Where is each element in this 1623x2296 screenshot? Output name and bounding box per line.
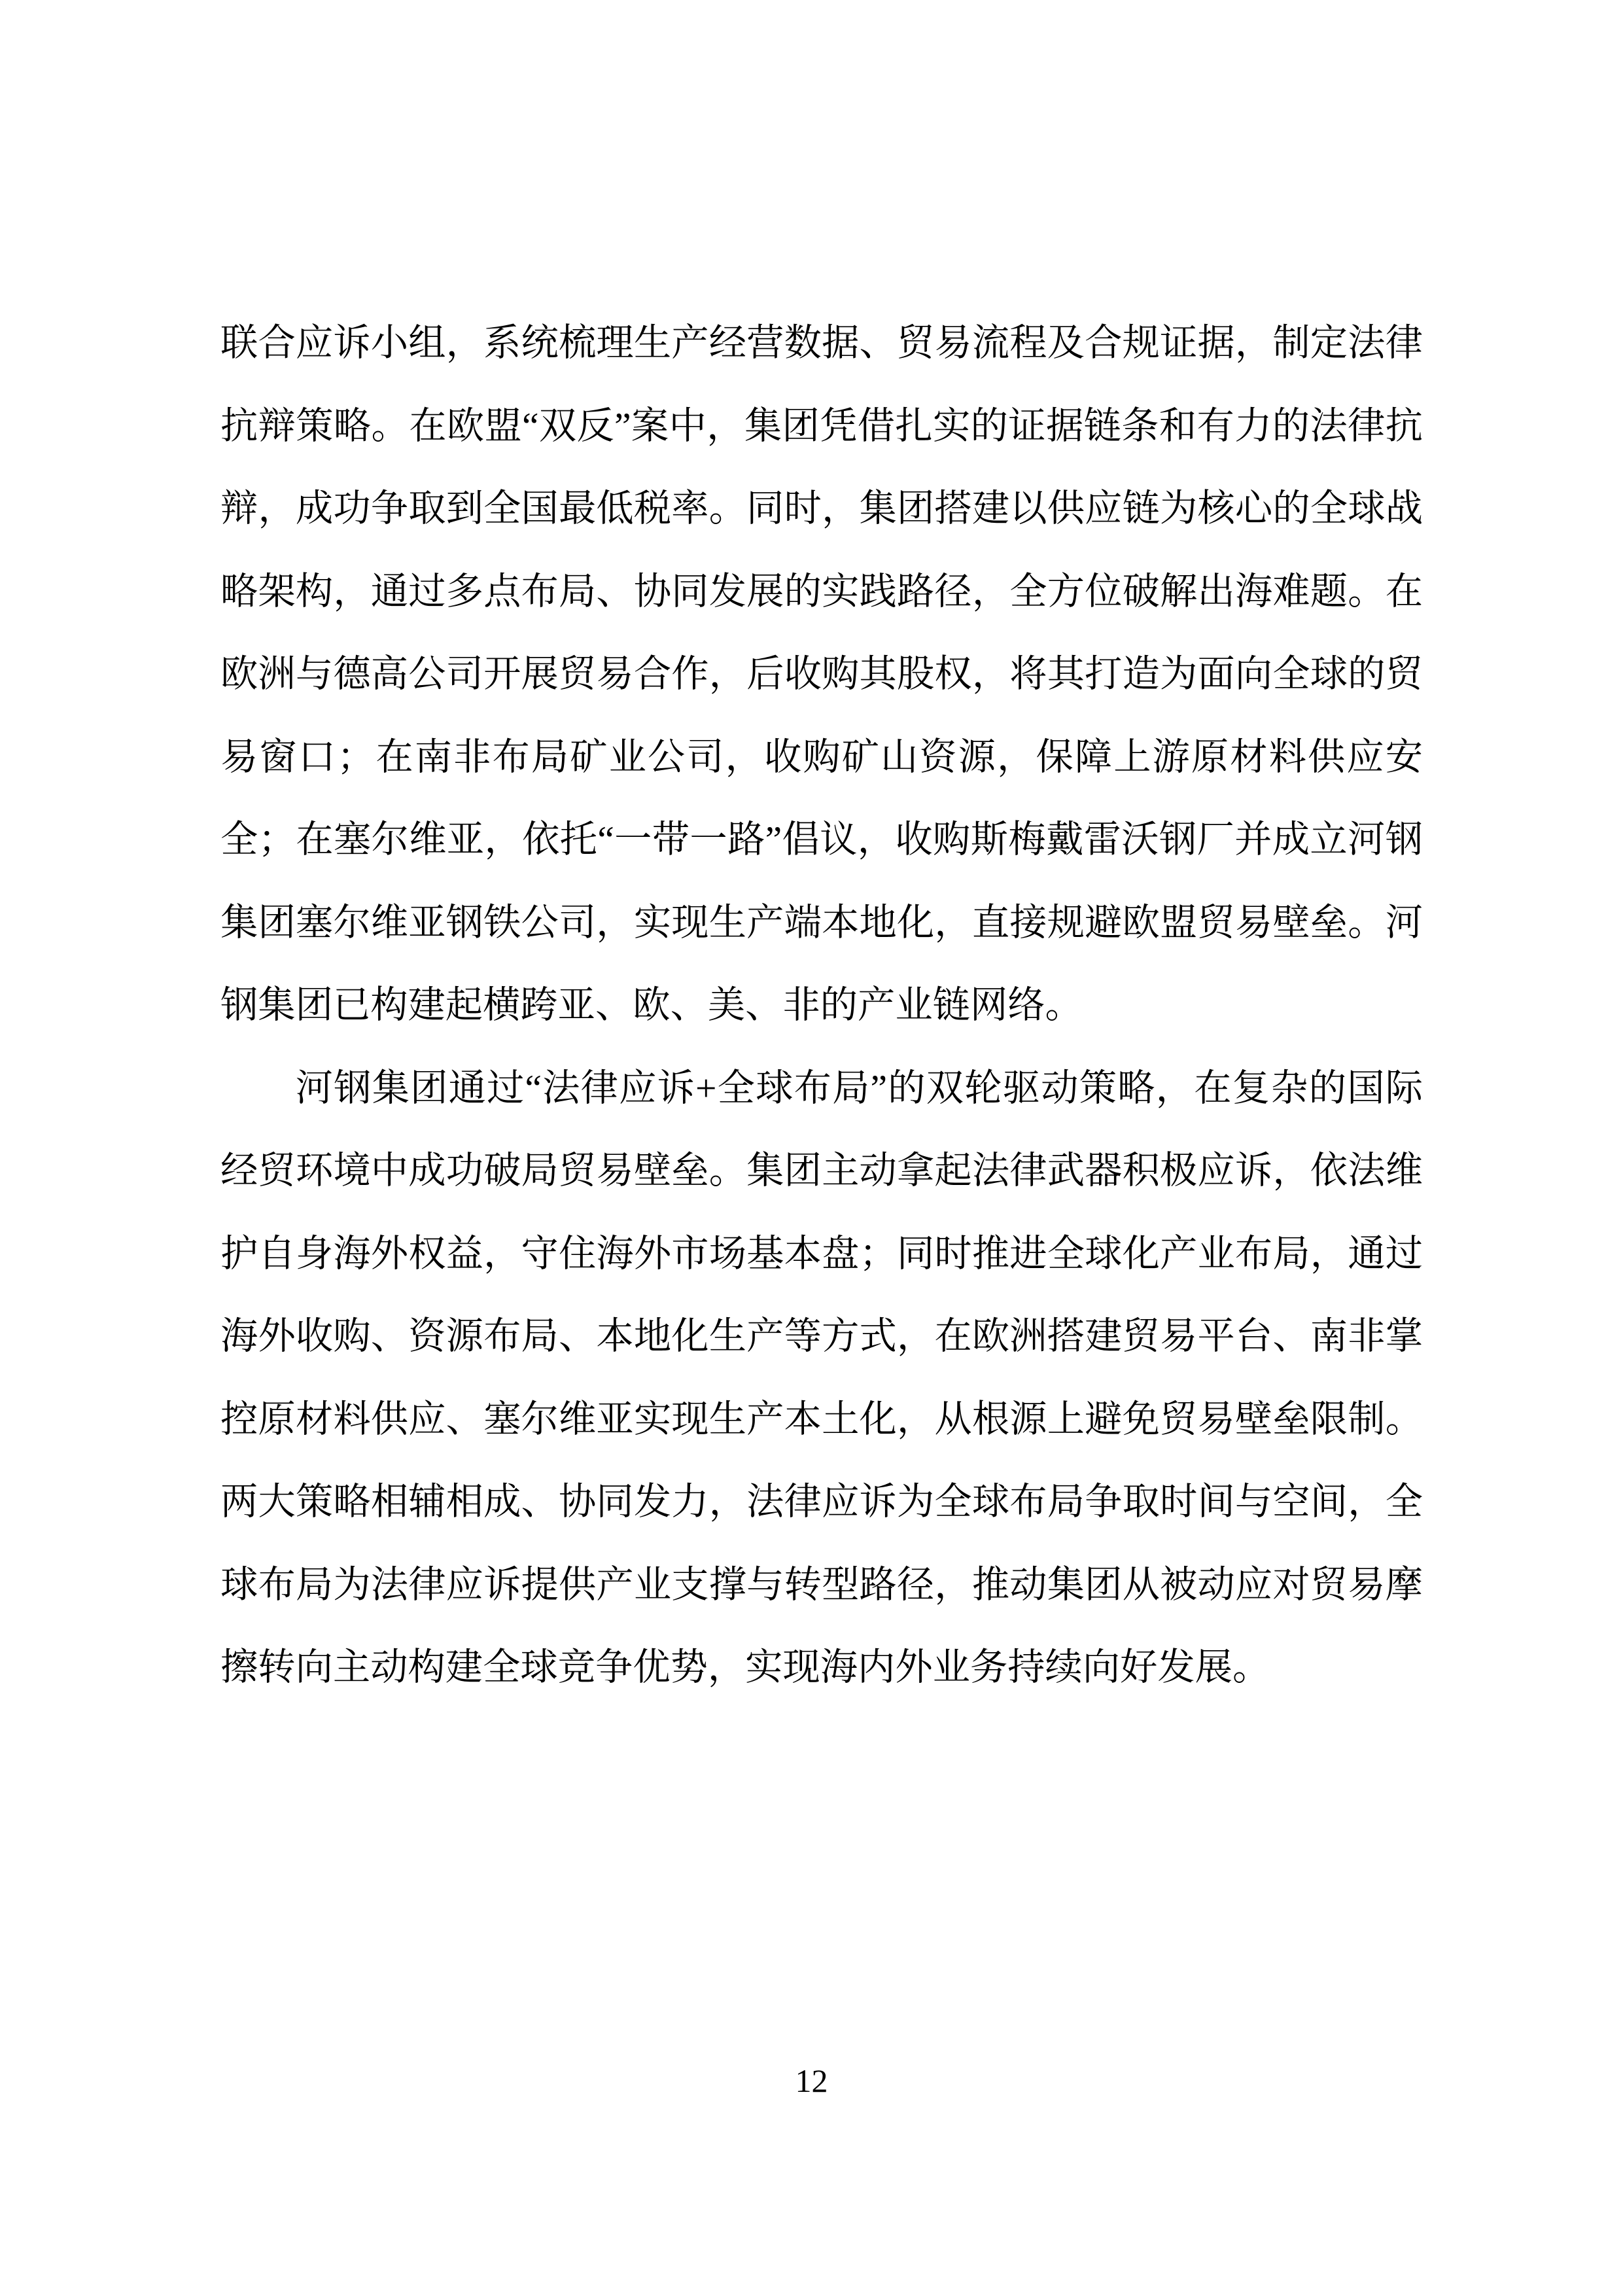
- text-block: [220, 302, 1423, 1710]
- paragraph-2: 河钢集团通过“法律应诉+全球布局”的双轮驱动策略，在复杂的国际经贸环境中成功破局贸易壁垒。集团主动拿起法律武器积极应诉，依法维护自身海外权益，守住海外市场基本盘；同时推进全球化产业布局，通过海外收购、资源布局、本地化生产等方式，在欧洲搭建贸易平台、南非掌控原材料供应、塞尔维亚实现生产本土化，从根源上避免贸易壁垒限制。两大策略相辅相成、协同发力，法律应诉为全球布局争取时间与空间，全球布局为法律应诉提供产业支撑与转型路径，推动集团从被动应对贸易摩擦转向主动构建全球竞争优势，实现海内外业务持续向好发展。: [220, 1067, 1423, 1688]
- paragraph-1: 联合应诉小组，系统梳理生产经营数据、贸易流程及合规证据，制定法律抗辩策略。在欧盟“双反”案中，集团凭借扎实的证据链条和有力的法律抗辩，成功争取到全国最低税率。同时，集团搭建以供应链为核心的全球战略架构，通过多点布局、协同发展的实践路径，全方位破解出海难题。在欧洲与德高公司开展贸易合作，后收购其股权，将其打造为面向全球的贸易窗口；在南非布局矿业公司，收购矿山资源，保障上游原材料供应安全；在塞尔维亚，依托“一带一路”倡议，收购斯梅戴雷沃钢厂并成立河钢集团塞尔维亚钢铁公司，实现生产端本地化，直接规避欧盟贸易壁垒。河钢集团已构建起横跨亚、欧、美、非的产业链网络。: [220, 323, 1423, 1026]
- page-number: 12: [795, 2062, 828, 2099]
